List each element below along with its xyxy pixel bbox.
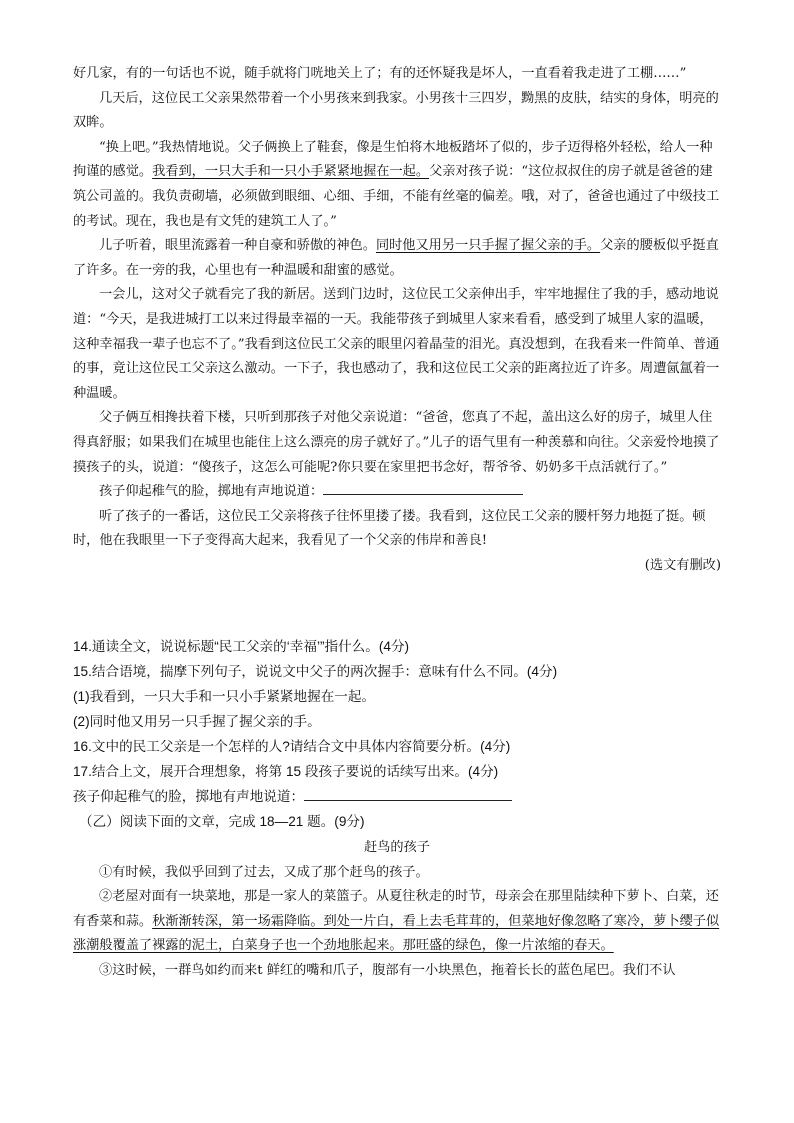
story-paragraph-4	[73, 234, 721, 283]
answer-blank-line	[323, 480, 523, 495]
story-paragraph-8: 听了孩子的一番话，这位民工父亲将孩子往怀里搂了搂。我看到，这位民工父亲的腰杆努力地挺了挺。顿时，他在我眼里一下子变得高大起来，我看见了一个父亲的伟岸和善良!	[73, 508, 706, 549]
underlined-sentence-1: 我看到，一只大手和一只小手紧紧地握在一起。	[152, 164, 430, 180]
story-paragraph-3	[73, 136, 721, 234]
story-paragraph-2: 几天后，这位民工父亲果然带着一个小男孩来到我家。小男孩十三四岁，黝黑的皮肤，结实的身体，明亮的双眸。	[73, 90, 719, 131]
question-15-item-2: (2)同时他又用另一只手握了握父亲的手。	[73, 714, 321, 729]
section-2-paragraph-1: ①有时候，我似乎回到了过去，又成了那个赶鸟的孩子。	[99, 864, 429, 880]
question-15: 15.结合语境，揣摩下列句子，说说文中父子的两次握手：意味有什么不同。(4分)	[73, 664, 558, 679]
story-paragraph-3-text-b: 父亲对孩子说：“这位叔叔住的房子就是爸爸的建筑公司盖的。我负责砌墙，必须做到眼细、心细、手细，不能有丝毫的偏差。哦，对了，爸爸也通过了中级技工的考试。现在，我也是有文凭的建筑工人了。”	[73, 164, 720, 229]
section-2-header: （乙）阅读下面的文章，完成 18—21 题。(9分)	[79, 814, 365, 829]
question-17-prompt	[73, 784, 721, 809]
story-paragraph-7-text: 孩子仰起稚气的脸，掷地有声地说道：	[99, 484, 324, 500]
section-2-paragraph-2	[73, 885, 721, 959]
story-paragraph-5: 一会儿，这对父子就看完了我的新居。送到门边时，这位民工父亲伸出手，牢牢地握住了我的手，感动地说道：“今天，是我进城打工以来过得最幸福的一天。我能带孩子到城里人家来看看，感受到了城里人家的温暖，这种幸福我一辈子也忘不了。”我看到这位民工父亲的眼里闪着晶莹的泪光。真没想到，在我看来一件简单、普通的事，竟让这位民工父亲这么激动。一下子，我也感动了，我和这位民工父亲的距离拉近了许多。周遭氤氲着一种温暖。	[73, 287, 720, 401]
question-16: 16.文中的民工父亲是一个怎样的人?请结合文中具体内容简要分析。(4分)	[73, 739, 511, 754]
question-17-answer-blank	[304, 786, 512, 801]
section-2-paragraph-2-text: ②老屋对面有一块菜地，那是一家人的菜篮子。从夏往秋走的时节，母亲会在那里陆续种下萝卜、白菜，还有香菜和蒜。	[73, 889, 719, 929]
story-body	[73, 62, 721, 578]
question-17-prompt-text: 孩子仰起稚气的脸，掷地有声地说道：	[73, 789, 305, 804]
questions-section	[73, 634, 721, 834]
question-14: 14.通读全文，说说标题“民工父亲的‘幸福’”指什么。(4分)	[73, 639, 410, 654]
underlined-sentence-2: 同时他又用另一只手握了握父亲的手。	[375, 238, 601, 254]
section-2-title: 赶鸟的孩子	[364, 840, 430, 855]
underlined-passage: 秋渐渐转深，第一场霜降临。到处一片白，看上去毛茸茸的，但菜地好像忽略了寒冷，萝卜缨子似涨潮般覆盖了裸露的泥土，白菜身子也一个劲地胀起来。那旺盛的绿色，像一片浓缩的春天。	[73, 913, 720, 954]
question-15-item-1: (1)我看到，一只大手和一只小手紧紧地握在一起。	[73, 689, 376, 704]
story-paragraph-3-text-a: “换上吧。”我热情地说。父子俩换上了鞋套，像是生怕将木地板踏坏了似的，步子迈得格外轻松，给人一种拘谨的感觉。	[73, 139, 713, 180]
section-2-paragraph-3: ③这时候，一群鸟如约而来t 鲜红的嘴和爪子，腹部有一小块黑色，拖着长长的蓝色尾巴。我们不认	[99, 962, 676, 978]
story-paragraph-6: 父子俩互相搀扶着下楼，只听到那孩子对他父亲说道：“爸爸，您真了不起，盖出这么好的房子，城里人住得真舒服；如果我们在城里也能住上这么漂亮的房子就好了。”儿子的语气里有一种羡慕和向往。父亲爱怜地摸了摸孩子的头，说道：“傻孩子，这怎么可能呢?你只要在家里把书念好，帮爷爷、奶奶多干点活就行了。”	[73, 410, 720, 475]
question-17: 17.结合上文，展开合理想象，将第 15 段孩子要说的话续写出来。(4分)	[73, 764, 499, 779]
story-paragraph-4-text-b: 父亲的腰板似乎挺直了许多。在一旁的我，心里也有一种温暖和甜蜜的感觉。	[73, 238, 719, 278]
story-paragraph-1: 好几家，有的一句话也不说，随手就将门咣地关上了；有的还怀疑我是坏人，一直看着我走进了工棚……”	[73, 66, 687, 81]
story-paragraph-4-text-a: 儿子听着，眼里流露着一种自豪和骄傲的神色。	[99, 238, 376, 254]
source-note: (选文有删改)	[644, 557, 721, 573]
section-2-body	[73, 836, 721, 984]
story-paragraph-7	[73, 480, 721, 505]
